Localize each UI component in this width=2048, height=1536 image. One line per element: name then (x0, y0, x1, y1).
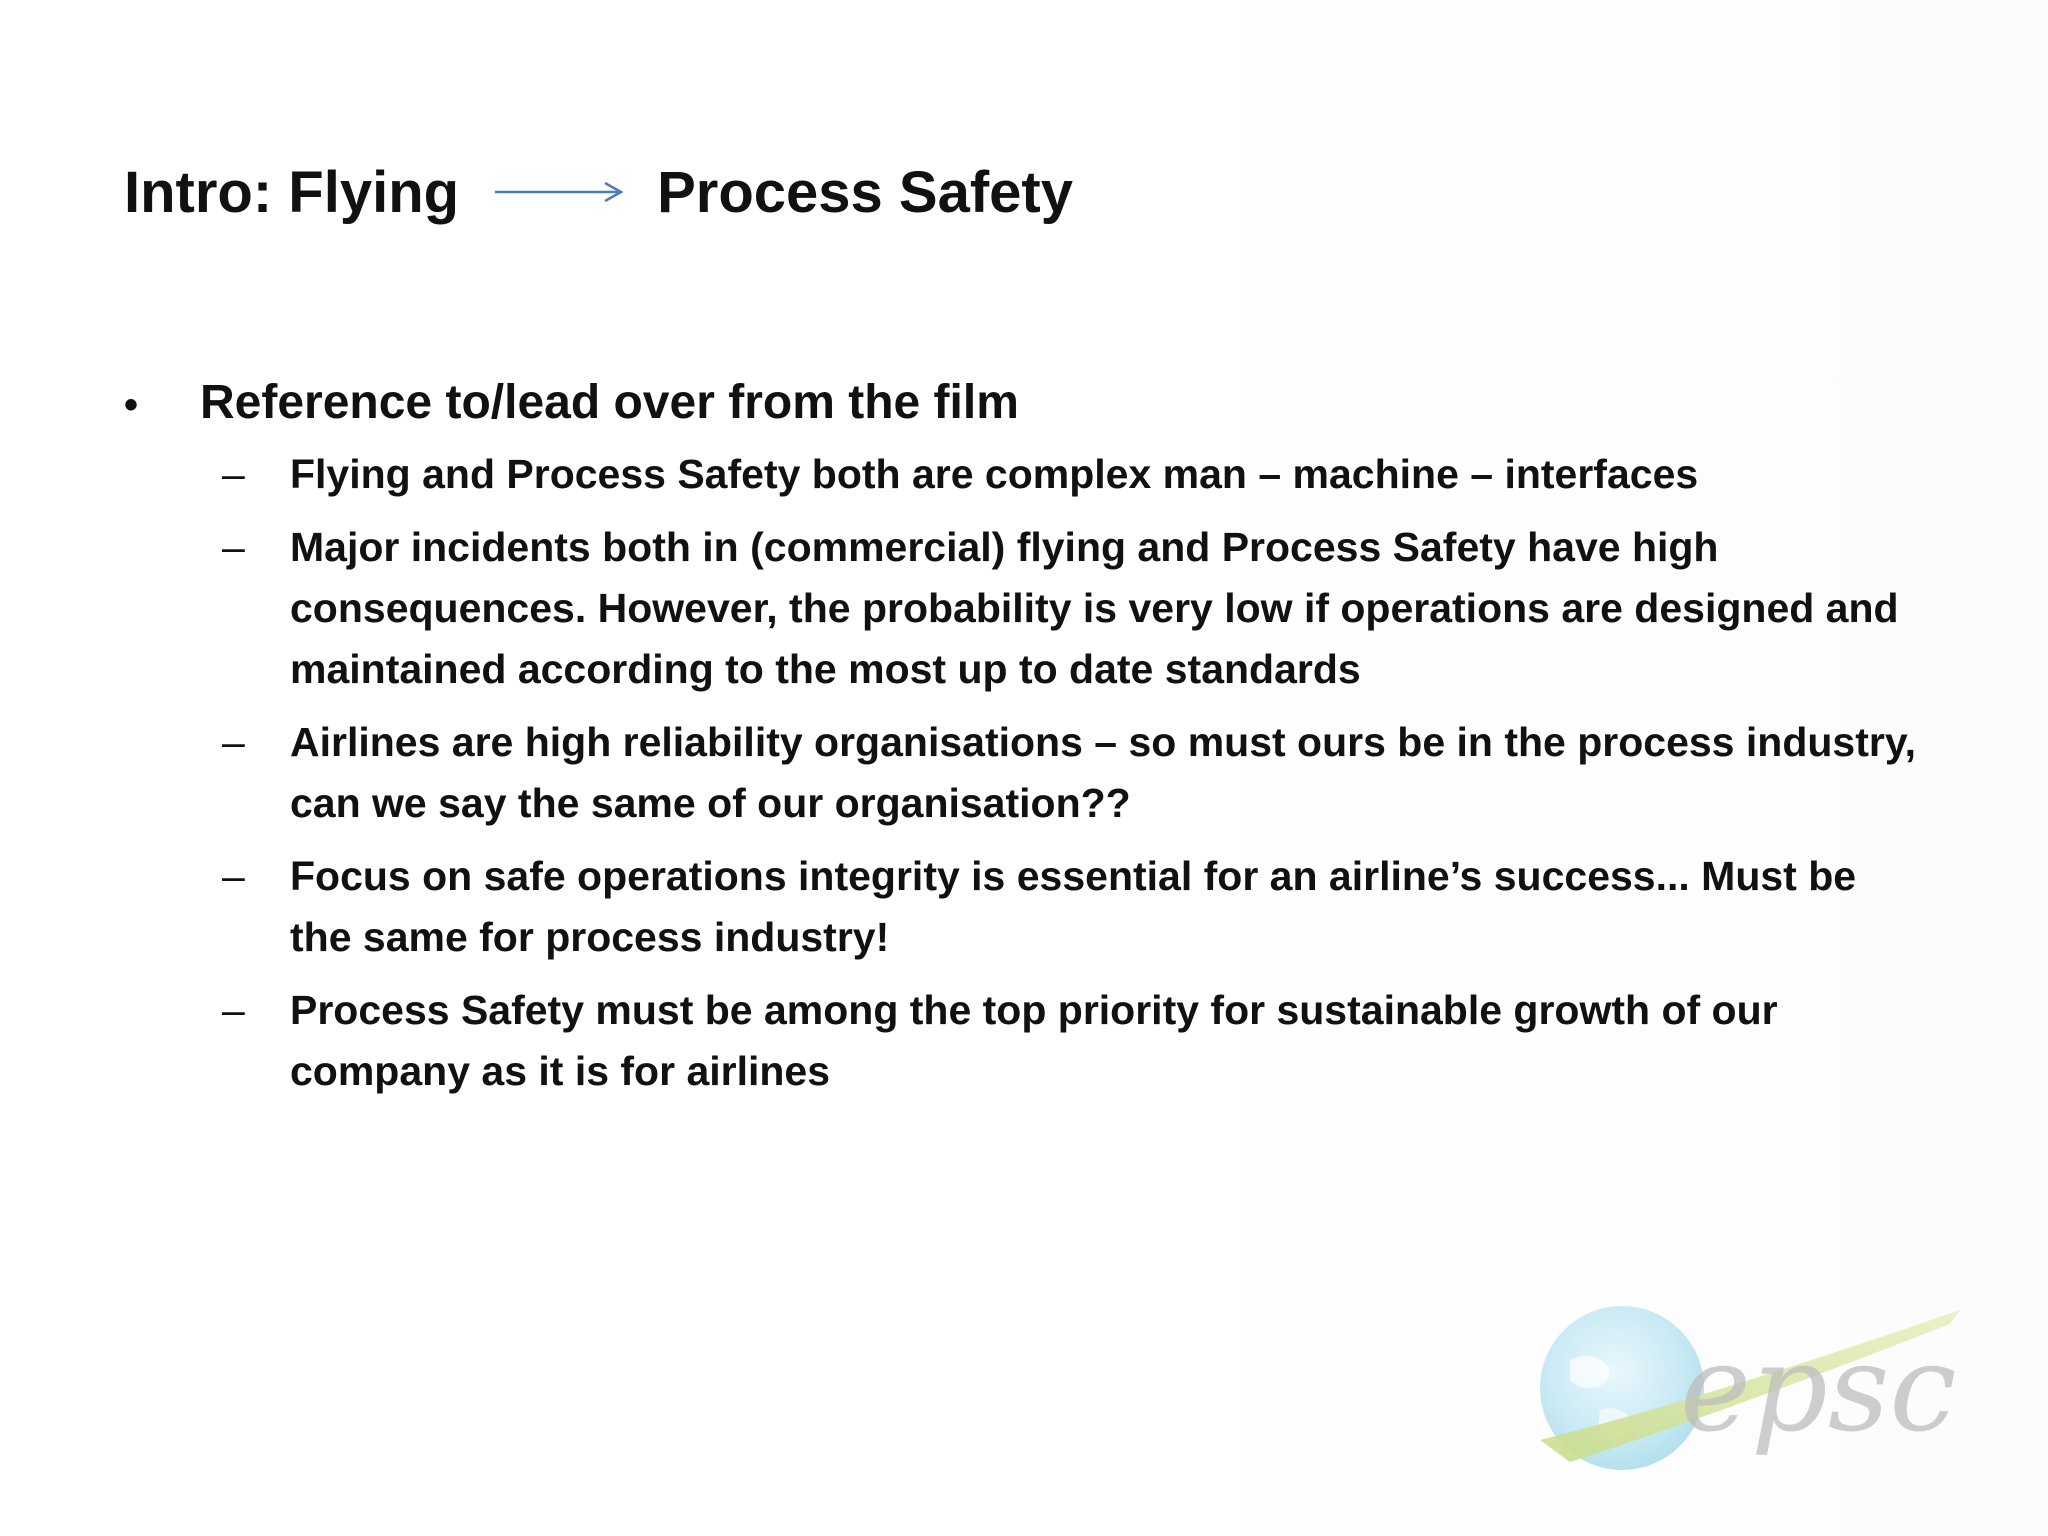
right-arrow-icon (493, 180, 625, 204)
title-right: Process Safety (657, 159, 1073, 225)
sub-bullet-text: Major incidents both in (commercial) flying and Process Safety have high consequences. However, the probability is very low if operations are designed and maintained according to the most up to date standards (290, 524, 1899, 692)
bullet-marker: • (124, 383, 139, 427)
epsc-logo (1530, 1290, 1970, 1480)
sub-bullet-text: Focus on safe operations integrity is essential for an airline’s success... Must be the same for process industry! (290, 853, 1857, 960)
sub-bullet-marker: – (222, 719, 245, 765)
list-item (222, 980, 1924, 1102)
slide-title (124, 150, 1073, 234)
sub-bullet-text: Airlines are high reliability organisations – so must ours be in the process industry, can we say the same of our organisation?? (290, 719, 1916, 826)
bullet-text: Reference to/lead over from the film (200, 376, 1019, 429)
sub-bullet-text: Flying and Process Safety both are complex man – machine – interfaces (290, 451, 1699, 497)
list-item (222, 846, 1924, 968)
title-left: Intro: Flying (124, 159, 460, 225)
sub-bullet-marker: – (222, 524, 245, 570)
sub-bullet-marker: – (222, 853, 245, 899)
sub-bullet-list (222, 444, 1924, 1102)
bullet-list (124, 370, 1924, 1114)
sub-bullet-marker: – (222, 451, 245, 497)
sub-bullet-marker: – (222, 987, 245, 1033)
logo-text: epsc (1680, 1320, 1957, 1459)
list-item (222, 712, 1924, 834)
list-item (222, 517, 1924, 700)
list-item (222, 444, 1924, 505)
list-item (124, 370, 1924, 438)
sub-bullet-text: Process Safety must be among the top priority for sustainable growth of our company as it is for airlines (290, 987, 1778, 1094)
